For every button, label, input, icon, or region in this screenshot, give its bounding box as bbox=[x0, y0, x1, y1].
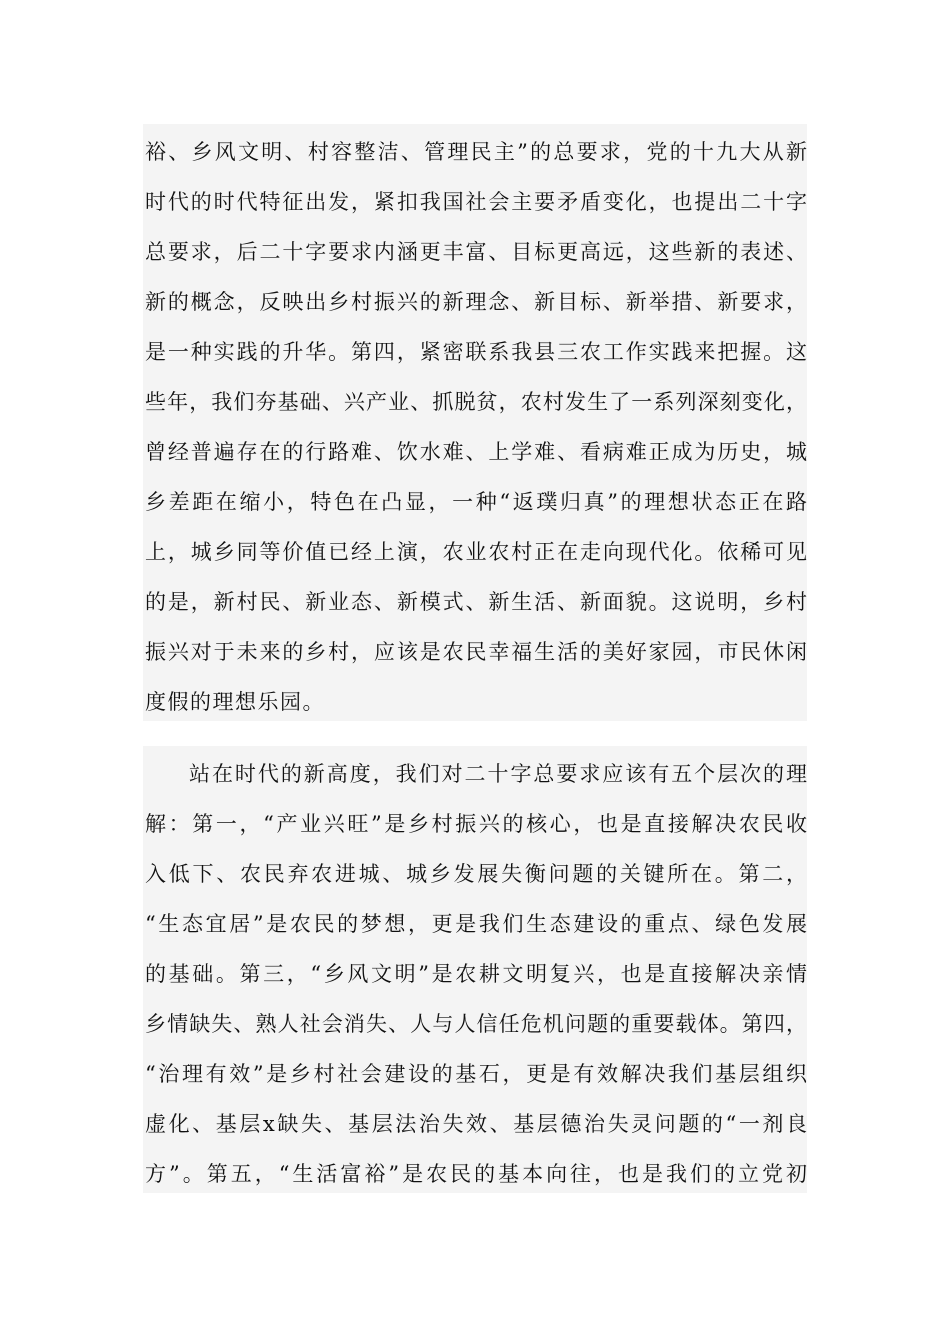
paragraph-2-line: 入低下、农民弃农进城、城乡发展失衡问题的关键所在。第二， bbox=[145, 862, 807, 886]
paragraph-1-line: 新的概念，反映出乡村振兴的新理念、新目标、新举措、新要求， bbox=[145, 290, 807, 314]
paragraph-2-line: “生态宜居”是农民的梦想，更是我们生态建设的重点、绿色发展 bbox=[145, 912, 807, 936]
paragraph-1-line: 裕、乡风文明、村容整洁、管理民主”的总要求，党的十九大从新 bbox=[145, 140, 807, 164]
paragraph-1 bbox=[143, 124, 807, 721]
paragraph-2-line: 方”。第五，“生活富裕”是农民的基本向往，也是我们的立党初 bbox=[145, 1162, 807, 1186]
paragraph-1-line: 时代的时代特征出发，紧扣我国社会主要矛盾变化，也提出二十字 bbox=[145, 190, 807, 214]
paragraph-1-line: 度假的理想乐园。 bbox=[145, 690, 325, 714]
paragraph-1-line: 曾经普遍存在的行路难、饮水难、上学难、看病难正成为历史，城 bbox=[145, 440, 807, 464]
paragraph-2 bbox=[143, 746, 807, 1193]
paragraph-2-line: 乡情缺失、熟人社会消失、人与人信任危机问题的重要载体。第四， bbox=[145, 1012, 807, 1036]
paragraph-2-line: “治理有效”是乡村社会建设的基石，更是有效解决我们基层组织 bbox=[145, 1062, 807, 1086]
paragraph-2-line: 解：第一，“产业兴旺”是乡村振兴的核心，也是直接解决农民收 bbox=[145, 812, 807, 836]
paragraph-1-line: 振兴对于未来的乡村，应该是农民幸福生活的美好家园，市民休闲 bbox=[145, 640, 807, 664]
paragraph-1-line: 的是，新村民、新业态、新模式、新生活、新面貌。这说明，乡村 bbox=[145, 590, 807, 614]
paragraph-1-line: 上，城乡同等价值已经上演，农业农村正在走向现代化。依稀可见 bbox=[145, 540, 807, 564]
paragraph-1-line: 些年，我们夯基础、兴产业、抓脱贫，农村发生了一系列深刻变化， bbox=[145, 390, 807, 414]
paragraph-2-line: 站在时代的新高度，我们对二十字总要求应该有五个层次的理 bbox=[189, 762, 807, 786]
paragraph-1-line: 是一种实践的升华。第四，紧密联系我县三农工作实践来把握。这 bbox=[145, 340, 807, 364]
paragraph-1-line: 乡差距在缩小，特色在凸显，一种“返璞归真”的理想状态正在路 bbox=[145, 490, 807, 514]
paragraph-2-line: 虚化、基层x缺失、基层法治失效、基层德治失灵问题的“一剂良 bbox=[145, 1112, 807, 1136]
paragraph-2-line: 的基础。第三，“乡风文明”是农耕文明复兴，也是直接解决亲情 bbox=[145, 962, 807, 986]
paragraph-1-line: 总要求，后二十字要求内涵更丰富、目标更高远，这些新的表述、 bbox=[145, 240, 807, 264]
